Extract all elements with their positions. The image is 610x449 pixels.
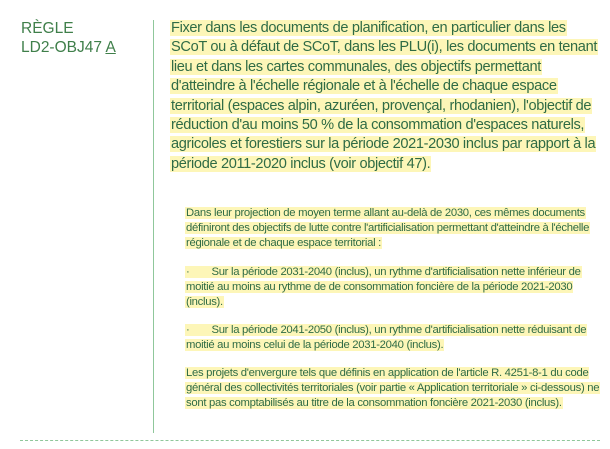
rule-heading: RÈGLE	[21, 20, 74, 37]
dashed-separator	[20, 440, 600, 441]
rule-link[interactable]: A	[105, 39, 116, 56]
highlighted-main-text: Fixer dans les documents de planification, en particulier dans les SCoT ou à défaut de SCoT, dans les PLU(i), les documents en tenant lieu et dans les cartes communales, des objectifs permettant d'atteindre à l'échelle régionale et à l'échelle de chaque espace territorial (espaces alpin, azuréen, provençal, rhodanien), l'objectif de réduction d'au moins 50 % de la consommation d'espaces naturels, agricoles et forestiers sur la période 2021-2030 inclus par rapport à la période 2011-2020 inclus (voir objectif 47).	[171, 20, 598, 172]
rule-code	[21, 38, 116, 57]
bullet-mark-2: ·	[186, 324, 190, 336]
bullet-line-2	[185, 324, 587, 351]
major-projects-text: Les projets d'envergure tels que définis en application de l'article R. 4251-8-1 du code général des collectivités territoriales (voir partie « Application territoriale » ci-dessous) ne sont pas comptabilisés au titre de la consommation foncière 2021-2030 (inclus).	[186, 367, 600, 410]
projection-text: Dans leur projection de moyen terme allant au-delà de 2030, ces mêmes documents définiront des objectifs de lutte contre l'artificialisation permettant d'atteindre à l'échelle régionale et de chaque espace territorial :	[186, 207, 590, 250]
rule-main-text	[170, 19, 602, 174]
bullet-mark: ·	[186, 266, 190, 278]
major-projects-paragraph	[185, 366, 603, 412]
bullet-text-1: Sur la période 2031-2040 (inclus), un rythme d'artificialisation nette inférieur de moitié au moins au rythme de de consommation foncière de la période 2021-2030 (inclus).	[186, 266, 581, 309]
rule-code-text: LD2-OBJ47	[21, 39, 102, 56]
bullet-item-2041-2050	[185, 323, 603, 353]
bullet-item-2031-2040	[185, 265, 603, 311]
projection-paragraph	[185, 206, 603, 252]
vertical-divider	[153, 20, 154, 433]
bullet-line-1	[185, 266, 582, 308]
rule-label	[21, 19, 116, 57]
bullet-text-2: Sur la période 2041-2050 (inclus), un rythme d'artificialisation nette réduisant de moitié au moins celui de la période 2031-2040 (inclus).	[186, 324, 587, 352]
